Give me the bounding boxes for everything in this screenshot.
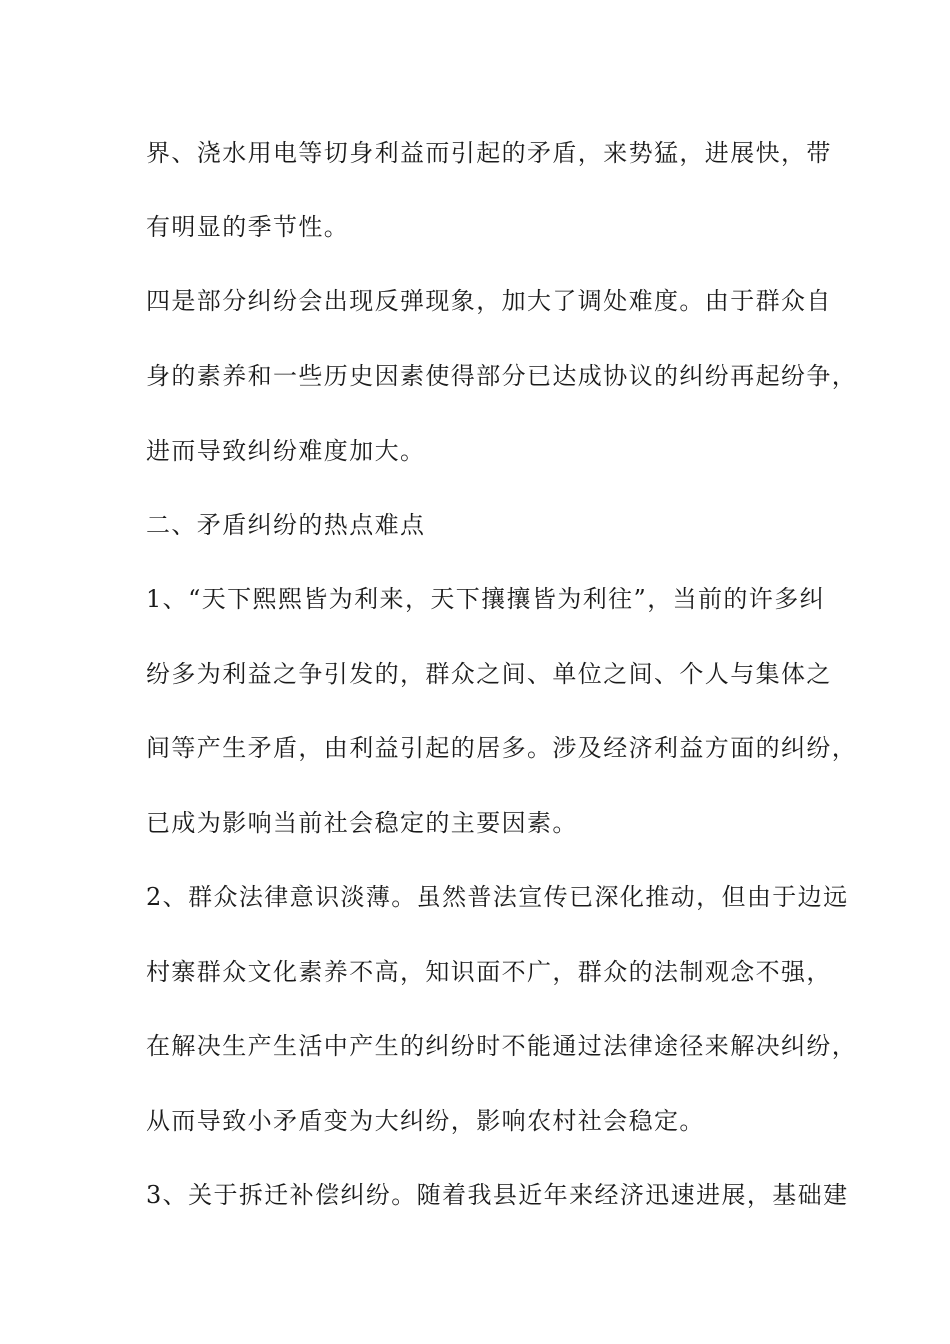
text-line: 间等产生矛盾，由利益引起的居多。涉及经济利益方面的纠纷，: [146, 734, 858, 762]
text-line: 3、关于拆迁补偿纠纷。随着我县近年来经济迅速进展，基础建: [146, 1181, 849, 1209]
section-heading: 二、矛盾纠纷的热点难点: [146, 511, 426, 539]
text-line: 在解决生产生活中产生的纠纷时不能通过法律途径来解决纠纷，: [146, 1032, 858, 1060]
text-line: 已成为影响当前社会稳定的主要因素。: [146, 809, 578, 837]
text-line: 村寨群众文化素养不高，知识面不广，群众的法制观念不强，: [146, 958, 832, 986]
text-line: 从而导致小矛盾变为大纠纷，影响农村社会稳定。: [146, 1107, 705, 1135]
text-line: 界、浇水用电等切身利益而引起的矛盾，来势猛，进展快，带: [146, 139, 832, 167]
text-line: 有明显的季节性。: [146, 213, 350, 241]
text-line: 2、群众法律意识淡薄。虽然普法宣传已深化推动，但由于边远: [146, 883, 849, 911]
text-line: 1、“天下熙熙皆为利来，天下攘攘皆为利往”，当前的许多纠: [146, 585, 826, 613]
text-line: 四是部分纠纷会出现反弹现象，加大了调处难度。由于群众自: [146, 287, 832, 315]
text-line: 身的素养和一些历史因素使得部分已达成协议的纠纷再起纷争，: [146, 362, 858, 390]
text-line: 纷多为利益之争引发的，群众之间、单位之间、个人与集体之: [146, 660, 832, 688]
text-line: 进而导致纠纷难度加大。: [146, 437, 426, 465]
